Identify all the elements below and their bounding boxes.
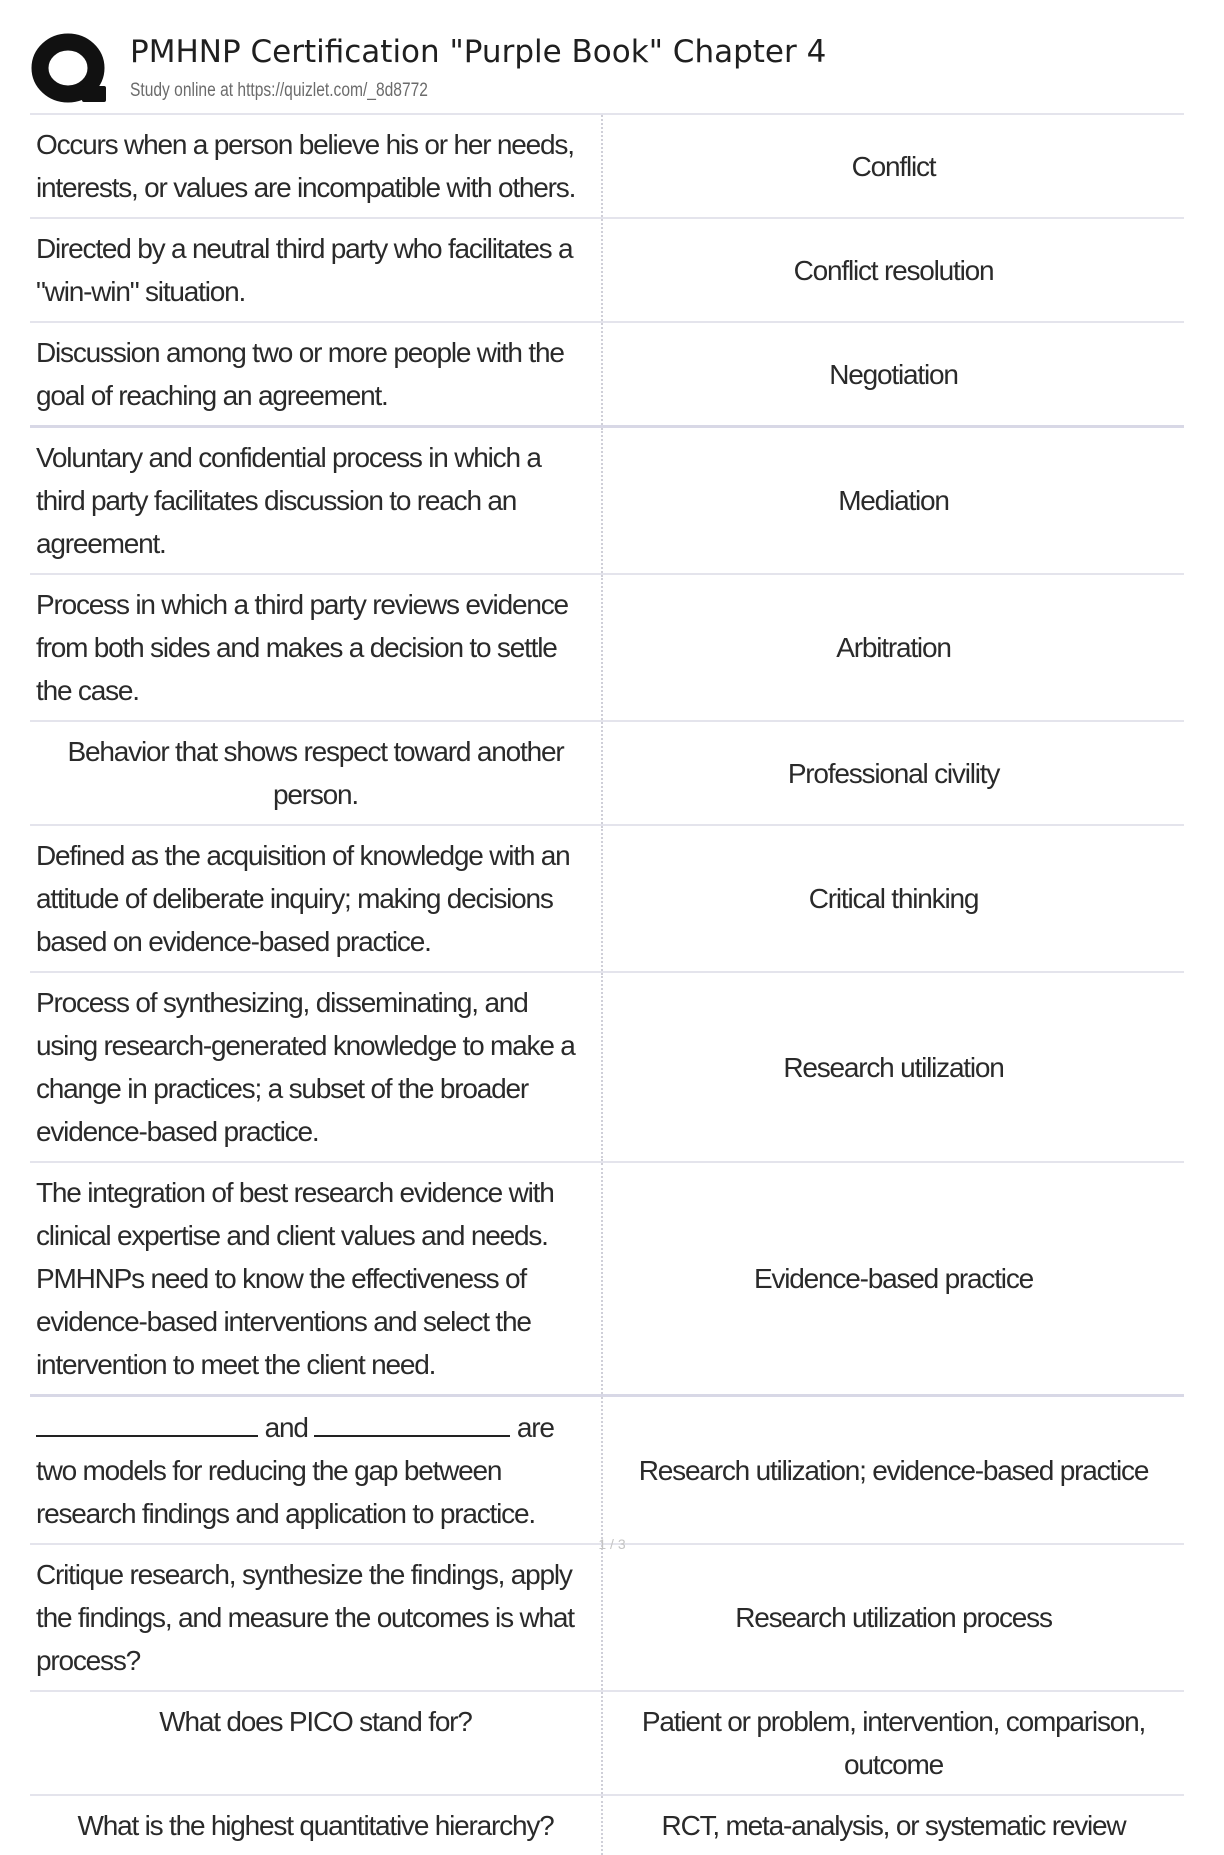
card-term: What is the highest quantitative hierarchy? — [30, 1796, 603, 1855]
card-term-text: and — [264, 1412, 308, 1443]
quizlet-logo-icon — [30, 30, 110, 110]
card-row — [30, 219, 1184, 323]
card-definition: Evidence-based practice — [753, 1263, 1034, 1294]
card-row — [30, 1692, 1184, 1796]
card-definition: Arbitration — [836, 632, 951, 663]
card-definition: RCT, meta-analysis, or systematic review — [661, 1810, 1126, 1841]
card-term: Directed by a neutral third party who facilitates a "win-win" situation. — [30, 219, 603, 321]
card-row — [30, 826, 1184, 973]
card-row — [30, 1796, 1184, 1855]
card-row — [30, 1163, 1184, 1397]
card-row — [30, 428, 1184, 575]
card-term: Discussion among two or more people with the goal of reaching an agreement. — [30, 323, 603, 425]
card-definition: Conflict — [851, 150, 936, 182]
card-definition: Critical thinking — [808, 883, 979, 914]
card-term-text: are two models for reducing the gap between research findings and application to practice. — [36, 1412, 554, 1529]
card-term: Critique research, synthesize the findings, apply the findings, and measure the outcomes is what process? — [30, 1545, 603, 1690]
card-term: Occurs when a person believe his or her needs, interests, or values are incompatible with others. — [30, 115, 603, 217]
card-definition: Research utilization; evidence-based practice — [638, 1454, 1149, 1486]
card-definition: Conflict resolution — [793, 254, 994, 286]
card-term: Behavior that shows respect toward another person. — [30, 722, 603, 824]
card-definition: Research utilization process — [735, 1602, 1052, 1633]
card-term: What does PICO stand for? — [30, 1692, 603, 1794]
fill-in-blank — [314, 1405, 510, 1437]
page-number: 1 / 3 — [598, 1536, 626, 1552]
study-link[interactable]: Study online at https://quizlet.com/_8d8772 — [130, 80, 428, 101]
card-term — [30, 1397, 603, 1543]
page-title: PMHNP Certification "Purple Book" Chapter 4 — [130, 34, 827, 70]
card-definition: Mediation — [838, 485, 949, 516]
card-term: Process in which a third party reviews evidence from both sides and makes a decision to settle the case. — [30, 575, 603, 720]
flashcard-list — [30, 113, 1184, 1855]
card-row — [30, 323, 1184, 428]
card-term: Voluntary and confidential process in which a third party facilitates discussion to reach an agreement. — [30, 428, 603, 573]
header — [30, 28, 1190, 112]
card-row — [30, 1397, 1184, 1545]
card-row — [30, 575, 1184, 722]
card-row — [30, 1545, 1184, 1692]
card-definition: Patient or problem, intervention, comparison, outcome — [641, 1706, 1146, 1780]
card-definition: Professional civility — [787, 757, 1000, 789]
card-term: The integration of best research evidence with clinical expertise and client values and needs. PMHNPs need to know the effectiveness of evidence-based interventions and select the intervention to meet the client need. — [30, 1163, 603, 1394]
card-row — [30, 115, 1184, 219]
fill-in-blank — [36, 1405, 258, 1437]
card-term: Defined as the acquisition of knowledge with an attitude of deliberate inquiry; making decisions based on evidence-based practice. — [30, 826, 603, 971]
card-row — [30, 973, 1184, 1163]
card-term: Process of synthesizing, disseminating, and using research-generated knowledge to make a change in practices; a subset of the broader evidence-based practice. — [30, 973, 603, 1161]
card-row — [30, 722, 1184, 826]
card-definition: Research utilization — [783, 1051, 1004, 1083]
card-definition: Negotiation — [829, 358, 958, 390]
